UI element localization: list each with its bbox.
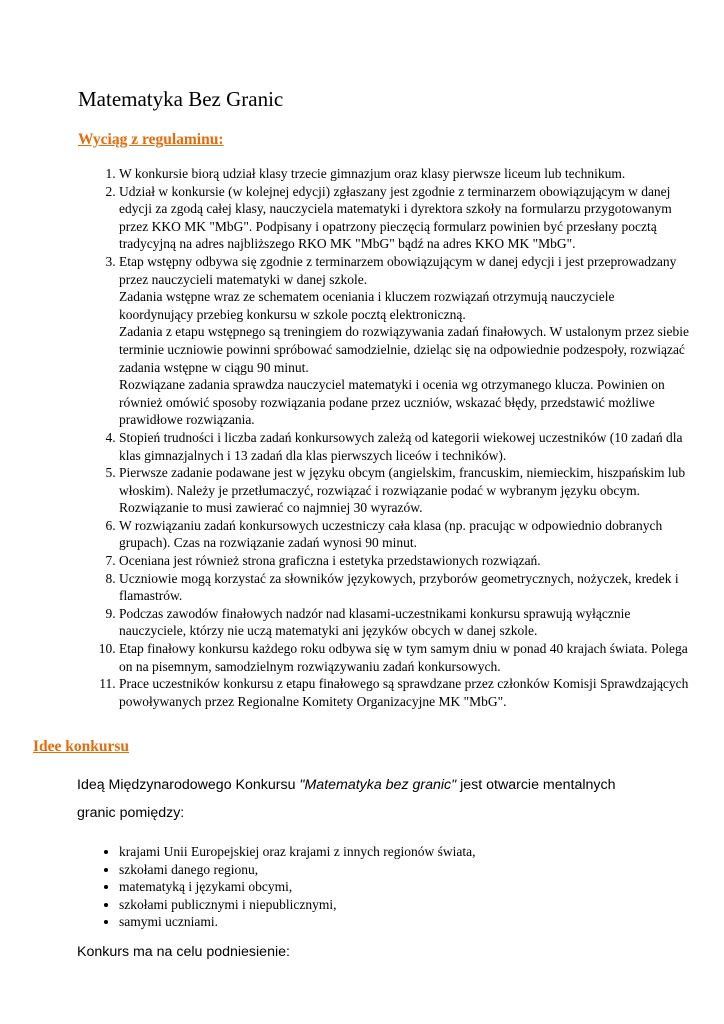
regulation-item: [119, 640, 691, 675]
bullet-item: • matematyką i językami obcymi,: [119, 878, 476, 896]
bullet-item: • samymi uczniami.: [119, 913, 476, 931]
competition-name: "Matematyka bez granic": [299, 777, 457, 793]
ideas-intro: [77, 776, 677, 794]
regulation-paragraph: 1. W konkursie biorą udział klasy trzecie gimnazjum oraz klasy pierwsze liceum lub technikum.: [119, 166, 626, 181]
ideas-intro-before: Ideą Międzynarodowego Konkursu: [77, 777, 300, 793]
regulation-paragraph: 7. Oceniana jest również strona graficzna i estetyka przedstawionych rozwiązań.: [119, 553, 541, 569]
regulation-paragraph: 4. Stopień trudności i liczba zadań konkursowych zależą od kategorii wiekowej uczestników (10 zadań dla klas gimnazjalnych i 13 zadań dla klas pierwszych liceów i techników).: [119, 429, 683, 463]
regulation-item: [119, 605, 691, 640]
section-heading-regulations: Wyciąg z regulaminu:: [78, 131, 224, 148]
closing-text: Konkurs ma na celu podniesienie:: [77, 944, 290, 960]
regulation-item: [119, 517, 691, 552]
regulation-paragraph: 3. Etap wstępny odbywa się zgodnie z terminarzem obowiązującym w danej edycji i jest przeprowadzany przez nauczycieli matematyki w danej szkole.: [119, 253, 677, 287]
regulation-paragraph: 5. Pierwsze zadanie podawane jest w języku obcym (angielskim, francuskim, niemieckim, hiszpańskim lub włoskim). Należy je przetłumaczyć, rozwiązać i rozwiązanie podać w wybranym języku obcym. Rozwiązanie to musi zawierać co najmniej 30 wyrazów.: [119, 465, 686, 516]
section-heading-ideas: Idee konkursu: [33, 738, 130, 755]
regulation-paragraph: 2. Udział w konkursie (w kolejnej edycji) zgłaszany jest zgodnie z terminarzem obowiązującym w danej edycji za zgodą całej klasy, nauczyciela matematyki i dyrektora szkoły na formularzu przygotowanym przez KKO MK "MbG". Podpisany i opatrzony pieczęcią formularz powinien być przesłany pocztą tradycyjną na adres najbliższego RKO MK "MbG" bądź na adres KKO MK "MbG".: [119, 183, 672, 252]
regulation-paragraph: Zadania wstępne wraz ze schematem oceniania i kluczem rozwiązań otrzymują nauczyciele koordynujący przebieg konkursu w szkole pocztą elektroniczną.: [119, 289, 615, 322]
regulation-item: [119, 429, 691, 464]
regulation-item: [119, 552, 691, 570]
page-title: Matematyka Bez Granic: [78, 87, 284, 111]
regulation-item: [119, 183, 691, 253]
regulation-paragraph: Zadania z etapu wstępnego są treningiem do rozwiązywania zadań finałowych. W ustalonym przez siebie terminie uczniowie powinni spróbować samodzielnie, dzieląc się na odpowiednie podzespoły, rozwiązać zadania wstępne w ciągu 90 minut.: [119, 324, 690, 375]
regulation-paragraph: 10. Etap finałowy konkursu każdego roku odbywa się w tym samym dniu w ponad 40 krajach świata. Polega on na pisemnym, samodzielnym rozwiązywaniu zadań konkursowych.: [119, 641, 688, 674]
regulation-item: [119, 570, 691, 605]
ideas-intro-line2: granic pomiędzy:: [77, 805, 185, 821]
regulation-paragraph: 9. Podczas zawodów finałowych nadzór nad klasami-uczestnikami konkursu sprawują wyłącznie nauczyciele, którzy nie uczą matematyki ani języków obcych w danej szkole.: [119, 605, 631, 639]
bullet-item: • szkołami danego regionu,: [119, 861, 476, 879]
regulation-paragraph: 11. Prace uczestników konkursu z etapu finałowego są sprawdzane przez członków Komisji Sprawdzających powoływanych przez Regionalne Komitety Organizacyjne MK "MbG".: [119, 676, 689, 709]
regulation-paragraph: Rozwiązane zadania sprawdza nauczyciel matematyki i ocenia wg otrzymanego klucza. Powinien on również omówić sposoby rozwiązania podane przez uczniów, wskazać błędy, przedstawić możliwe prawidłowe rozwiązania.: [119, 377, 665, 428]
regulation-item: [119, 464, 691, 517]
regulation-item: [119, 165, 691, 183]
regulation-item: [119, 253, 691, 429]
regulation-item: [119, 675, 691, 710]
regulation-paragraph: 6. W rozwiązaniu zadań konkursowych uczestniczy cała klasa (np. pracując w odpowiednio dobranych grupach). Czas na rozwiązanie zadań wynosi 90 minut.: [119, 517, 663, 551]
bullet-item: • krajami Unii Europejskiej oraz krajami z innych regionów świata,: [119, 843, 476, 861]
regulation-paragraph: 8. Uczniowie mogą korzystać za słowników językowych, przyborów geometrycznych, nożyczek, kredek i flamastrów.: [119, 570, 679, 604]
ideas-intro-after: jest otwarcie mentalnych: [456, 777, 616, 793]
ideas-bullet-list: [100, 843, 476, 931]
bullet-item: • szkołami publicznymi i niepublicznymi,: [119, 896, 476, 914]
regulations-list: [90, 165, 691, 710]
